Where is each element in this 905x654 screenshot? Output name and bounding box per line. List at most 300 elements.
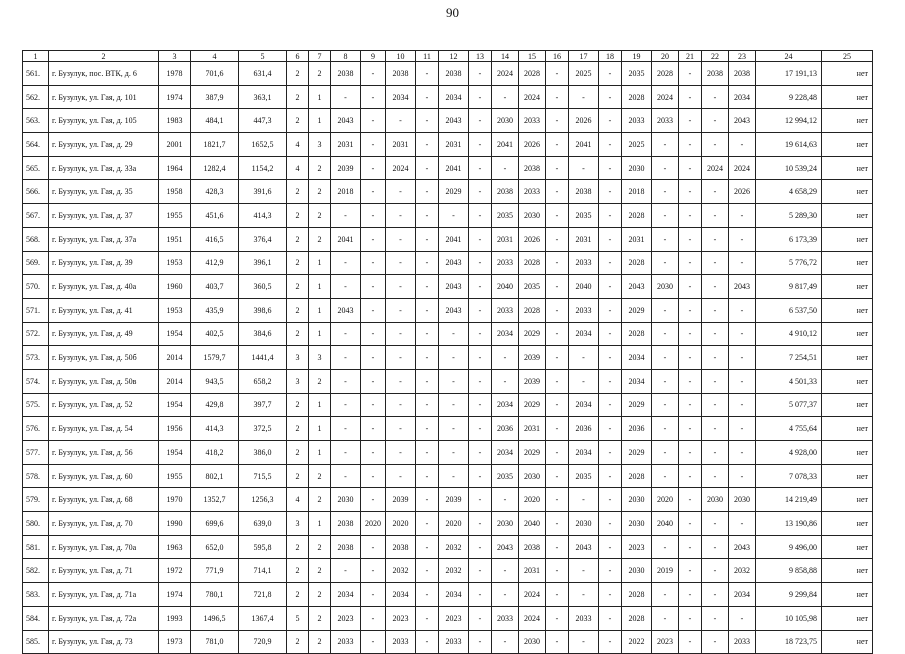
cell-col-2: г. Бузулук, ул. Гая, д. 39 — [49, 251, 159, 275]
cell-col-25: нет — [822, 369, 873, 393]
cell-col-9: - — [361, 559, 386, 583]
cell-col-2: г. Бузулук, ул. Гая, д. 73 — [49, 630, 159, 654]
cell-col-20: 2028 — [652, 62, 679, 86]
cell-col-10: 2034 — [386, 85, 416, 109]
cell-col-23: 2043 — [729, 275, 756, 299]
cell-col-24: 10 105,98 — [756, 606, 822, 630]
cell-col-18: - — [599, 369, 622, 393]
cell-col-11: - — [416, 559, 439, 583]
cell-col-10: 2020 — [386, 512, 416, 536]
cell-col-11: - — [416, 275, 439, 299]
cell-col-5: 360,5 — [239, 275, 287, 299]
cell-col-13: - — [469, 62, 492, 86]
cell-col-1: 564. — [23, 133, 49, 157]
cell-col-9: - — [361, 488, 386, 512]
cell-col-19: 2028 — [622, 606, 652, 630]
cell-col-10: 2024 — [386, 156, 416, 180]
cell-col-7: 2 — [309, 227, 331, 251]
cell-col-9: - — [361, 606, 386, 630]
cell-col-20: - — [652, 441, 679, 465]
cell-col-15: 2028 — [519, 298, 546, 322]
cell-col-17: 2038 — [569, 180, 599, 204]
cell-col-8: - — [331, 393, 361, 417]
cell-col-25: нет — [822, 227, 873, 251]
cell-col-12: 2041 — [439, 227, 469, 251]
cell-col-18: - — [599, 583, 622, 607]
cell-col-17: 2035 — [569, 464, 599, 488]
cell-col-3: 1953 — [159, 251, 191, 275]
cell-col-18: - — [599, 204, 622, 228]
cell-col-14: - — [492, 488, 519, 512]
cell-col-11: - — [416, 535, 439, 559]
table-row — [23, 559, 873, 583]
cell-col-12: 2032 — [439, 535, 469, 559]
cell-col-8: - — [331, 417, 361, 441]
housing-register-table — [22, 50, 873, 654]
column-header-8: 8 — [331, 51, 361, 62]
cell-col-25: нет — [822, 606, 873, 630]
cell-col-15: 2033 — [519, 109, 546, 133]
cell-col-8: 2023 — [331, 606, 361, 630]
cell-col-5: 398,6 — [239, 298, 287, 322]
cell-col-25: нет — [822, 630, 873, 654]
cell-col-12: 2031 — [439, 133, 469, 157]
cell-col-14: - — [492, 156, 519, 180]
cell-col-21: - — [679, 583, 702, 607]
cell-col-6: 2 — [287, 417, 309, 441]
cell-col-8: - — [331, 559, 361, 583]
cell-col-15: 2033 — [519, 180, 546, 204]
cell-col-24: 4 755,64 — [756, 417, 822, 441]
cell-col-20: - — [652, 204, 679, 228]
cell-col-3: 1954 — [159, 441, 191, 465]
cell-col-3: 2014 — [159, 369, 191, 393]
cell-col-24: 4 658,29 — [756, 180, 822, 204]
cell-col-8: 2018 — [331, 180, 361, 204]
cell-col-4: 802,1 — [191, 464, 239, 488]
cell-col-21: - — [679, 630, 702, 654]
cell-col-24: 6 173,39 — [756, 227, 822, 251]
cell-col-12: - — [439, 204, 469, 228]
cell-col-18: - — [599, 322, 622, 346]
cell-col-5: 1154,2 — [239, 156, 287, 180]
cell-col-11: - — [416, 512, 439, 536]
cell-col-1: 579. — [23, 488, 49, 512]
cell-col-13: - — [469, 512, 492, 536]
cell-col-20: - — [652, 227, 679, 251]
cell-col-4: 402,5 — [191, 322, 239, 346]
cell-col-24: 10 539,24 — [756, 156, 822, 180]
cell-col-11: - — [416, 369, 439, 393]
cell-col-21: - — [679, 180, 702, 204]
cell-col-9: - — [361, 298, 386, 322]
cell-col-25: нет — [822, 204, 873, 228]
cell-col-3: 1963 — [159, 535, 191, 559]
cell-col-2: г. Бузулук, ул. Гая, д. 33а — [49, 156, 159, 180]
cell-col-5: 1441,4 — [239, 346, 287, 370]
cell-col-14: 2034 — [492, 322, 519, 346]
cell-col-10: - — [386, 464, 416, 488]
cell-col-15: 2028 — [519, 62, 546, 86]
cell-col-2: г. Бузулук, ул. Гая, д. 101 — [49, 85, 159, 109]
cell-col-1: 585. — [23, 630, 49, 654]
cell-col-10: 2038 — [386, 62, 416, 86]
cell-col-6: 2 — [287, 62, 309, 86]
cell-col-4: 429,8 — [191, 393, 239, 417]
cell-col-2: г. Бузулук, ул. Гая, д. 40а — [49, 275, 159, 299]
column-header-23: 23 — [729, 51, 756, 62]
column-number-header — [23, 51, 873, 62]
cell-col-1: 582. — [23, 559, 49, 583]
cell-col-13: - — [469, 441, 492, 465]
cell-col-18: - — [599, 606, 622, 630]
cell-col-10: - — [386, 298, 416, 322]
cell-col-2: г. Бузулук, ул. Гая, д. 70 — [49, 512, 159, 536]
cell-col-23: - — [729, 251, 756, 275]
cell-col-11: - — [416, 630, 439, 654]
cell-col-4: 484,1 — [191, 109, 239, 133]
cell-col-19: 2025 — [622, 133, 652, 157]
cell-col-15: 2024 — [519, 606, 546, 630]
cell-col-11: - — [416, 606, 439, 630]
cell-col-15: 2031 — [519, 417, 546, 441]
cell-col-24: 5 289,30 — [756, 204, 822, 228]
cell-col-13: - — [469, 156, 492, 180]
cell-col-13: - — [469, 393, 492, 417]
cell-col-17: 2033 — [569, 251, 599, 275]
table-row — [23, 227, 873, 251]
cell-col-16: - — [546, 393, 569, 417]
cell-col-3: 1955 — [159, 464, 191, 488]
cell-col-20: 2033 — [652, 109, 679, 133]
cell-col-2: г. Бузулук, ул. Гая, д. 54 — [49, 417, 159, 441]
cell-col-17: 2043 — [569, 535, 599, 559]
cell-col-16: - — [546, 227, 569, 251]
cell-col-14: 2041 — [492, 133, 519, 157]
cell-col-2: г. Бузулук, ул. Гая, д. 41 — [49, 298, 159, 322]
cell-col-2: г. Бузулук, ул. Гая, д. 37 — [49, 204, 159, 228]
cell-col-17: - — [569, 346, 599, 370]
cell-col-17: - — [569, 156, 599, 180]
cell-col-15: 2030 — [519, 204, 546, 228]
cell-col-7: 1 — [309, 322, 331, 346]
cell-col-9: - — [361, 464, 386, 488]
cell-col-8: 2038 — [331, 62, 361, 86]
cell-col-24: 19 614,63 — [756, 133, 822, 157]
cell-col-13: - — [469, 251, 492, 275]
cell-col-8: 2034 — [331, 583, 361, 607]
cell-col-23: - — [729, 441, 756, 465]
cell-col-16: - — [546, 251, 569, 275]
cell-col-7: 2 — [309, 204, 331, 228]
cell-col-4: 428,3 — [191, 180, 239, 204]
cell-col-13: - — [469, 630, 492, 654]
cell-col-19: 2043 — [622, 275, 652, 299]
cell-col-16: - — [546, 535, 569, 559]
cell-col-11: - — [416, 85, 439, 109]
cell-col-17: 2040 — [569, 275, 599, 299]
cell-col-25: нет — [822, 464, 873, 488]
column-header-3: 3 — [159, 51, 191, 62]
cell-col-9: - — [361, 417, 386, 441]
cell-col-13: - — [469, 488, 492, 512]
column-header-2: 2 — [49, 51, 159, 62]
cell-col-12: - — [439, 393, 469, 417]
cell-col-16: - — [546, 346, 569, 370]
cell-col-25: нет — [822, 298, 873, 322]
cell-col-25: нет — [822, 441, 873, 465]
cell-col-3: 1993 — [159, 606, 191, 630]
column-header-22: 22 — [702, 51, 729, 62]
cell-col-16: - — [546, 322, 569, 346]
cell-col-14: - — [492, 630, 519, 654]
cell-col-16: - — [546, 204, 569, 228]
cell-col-3: 1970 — [159, 488, 191, 512]
cell-col-5: 386,0 — [239, 441, 287, 465]
cell-col-24: 5 776,72 — [756, 251, 822, 275]
cell-col-21: - — [679, 85, 702, 109]
cell-col-23: - — [729, 393, 756, 417]
cell-col-22: - — [702, 417, 729, 441]
cell-col-18: - — [599, 346, 622, 370]
cell-col-12: - — [439, 464, 469, 488]
cell-col-20: - — [652, 322, 679, 346]
cell-col-6: 3 — [287, 346, 309, 370]
cell-col-5: 658,2 — [239, 369, 287, 393]
cell-col-22: - — [702, 298, 729, 322]
cell-col-7: 1 — [309, 109, 331, 133]
cell-col-19: 2033 — [622, 109, 652, 133]
column-header-12: 12 — [439, 51, 469, 62]
cell-col-25: нет — [822, 133, 873, 157]
cell-col-19: 2034 — [622, 346, 652, 370]
column-header-20: 20 — [652, 51, 679, 62]
cell-col-19: 2023 — [622, 535, 652, 559]
cell-col-13: - — [469, 606, 492, 630]
cell-col-14: 2033 — [492, 298, 519, 322]
cell-col-21: - — [679, 298, 702, 322]
cell-col-24: 9 228,48 — [756, 85, 822, 109]
cell-col-4: 1821,7 — [191, 133, 239, 157]
cell-col-2: г. Бузулук, ул. Гая, д. 60 — [49, 464, 159, 488]
cell-col-21: - — [679, 109, 702, 133]
cell-col-9: - — [361, 133, 386, 157]
cell-col-8: - — [331, 251, 361, 275]
cell-col-2: г. Бузулук, ул. Гая, д. 50в — [49, 369, 159, 393]
cell-col-5: 391,6 — [239, 180, 287, 204]
cell-col-16: - — [546, 464, 569, 488]
column-header-25: 25 — [822, 51, 873, 62]
cell-col-22: - — [702, 85, 729, 109]
cell-col-21: - — [679, 227, 702, 251]
cell-col-16: - — [546, 559, 569, 583]
cell-col-17: - — [569, 488, 599, 512]
cell-col-11: - — [416, 227, 439, 251]
table-row — [23, 488, 873, 512]
cell-col-25: нет — [822, 62, 873, 86]
cell-col-11: - — [416, 62, 439, 86]
cell-col-1: 563. — [23, 109, 49, 133]
cell-col-9: - — [361, 180, 386, 204]
cell-col-8: 2039 — [331, 156, 361, 180]
cell-col-11: - — [416, 417, 439, 441]
cell-col-12: 2020 — [439, 512, 469, 536]
cell-col-16: - — [546, 441, 569, 465]
cell-col-13: - — [469, 180, 492, 204]
cell-col-6: 4 — [287, 133, 309, 157]
cell-col-17: 2041 — [569, 133, 599, 157]
cell-col-10: 2031 — [386, 133, 416, 157]
cell-col-20: - — [652, 251, 679, 275]
cell-col-9: - — [361, 346, 386, 370]
cell-col-14: - — [492, 583, 519, 607]
cell-col-4: 701,6 — [191, 62, 239, 86]
cell-col-3: 1953 — [159, 298, 191, 322]
cell-col-13: - — [469, 109, 492, 133]
cell-col-5: 714,1 — [239, 559, 287, 583]
cell-col-4: 435,9 — [191, 298, 239, 322]
cell-col-11: - — [416, 322, 439, 346]
cell-col-23: 2030 — [729, 488, 756, 512]
cell-col-19: 2029 — [622, 441, 652, 465]
cell-col-19: 2035 — [622, 62, 652, 86]
cell-col-7: 1 — [309, 298, 331, 322]
cell-col-24: 4 501,33 — [756, 369, 822, 393]
cell-col-2: г. Бузулук, ул. Гая, д. 105 — [49, 109, 159, 133]
cell-col-4: 416,5 — [191, 227, 239, 251]
cell-col-6: 2 — [287, 535, 309, 559]
cell-col-6: 2 — [287, 251, 309, 275]
cell-col-19: 2030 — [622, 488, 652, 512]
cell-col-15: 2030 — [519, 464, 546, 488]
column-header-15: 15 — [519, 51, 546, 62]
cell-col-1: 565. — [23, 156, 49, 180]
cell-col-21: - — [679, 369, 702, 393]
cell-col-20: - — [652, 369, 679, 393]
cell-col-8: 2038 — [331, 535, 361, 559]
cell-col-6: 2 — [287, 441, 309, 465]
cell-col-10: 2023 — [386, 606, 416, 630]
cell-col-22: - — [702, 441, 729, 465]
cell-col-9: - — [361, 275, 386, 299]
cell-col-6: 4 — [287, 488, 309, 512]
cell-col-4: 414,3 — [191, 417, 239, 441]
cell-col-6: 2 — [287, 464, 309, 488]
cell-col-13: - — [469, 346, 492, 370]
cell-col-16: - — [546, 298, 569, 322]
cell-col-6: 2 — [287, 109, 309, 133]
cell-col-3: 1983 — [159, 109, 191, 133]
cell-col-24: 7 254,51 — [756, 346, 822, 370]
cell-col-12: - — [439, 417, 469, 441]
cell-col-13: - — [469, 464, 492, 488]
cell-col-12: 2041 — [439, 156, 469, 180]
table-row — [23, 180, 873, 204]
column-header-19: 19 — [622, 51, 652, 62]
table-row — [23, 512, 873, 536]
cell-col-16: - — [546, 85, 569, 109]
cell-col-5: 397,7 — [239, 393, 287, 417]
cell-col-4: 451,6 — [191, 204, 239, 228]
cell-col-11: - — [416, 180, 439, 204]
table-row — [23, 441, 873, 465]
column-header-21: 21 — [679, 51, 702, 62]
cell-col-25: нет — [822, 488, 873, 512]
cell-col-1: 573. — [23, 346, 49, 370]
cell-col-8: - — [331, 346, 361, 370]
cell-col-25: нет — [822, 251, 873, 275]
cell-col-12: 2034 — [439, 583, 469, 607]
cell-col-6: 3 — [287, 369, 309, 393]
cell-col-17: 2030 — [569, 512, 599, 536]
cell-col-20: 2024 — [652, 85, 679, 109]
cell-col-8: - — [331, 275, 361, 299]
cell-col-7: 2 — [309, 535, 331, 559]
cell-col-15: 2030 — [519, 630, 546, 654]
cell-col-15: 2035 — [519, 275, 546, 299]
cell-col-3: 1972 — [159, 559, 191, 583]
cell-col-6: 2 — [287, 227, 309, 251]
cell-col-21: - — [679, 322, 702, 346]
cell-col-19: 2028 — [622, 251, 652, 275]
cell-col-6: 2 — [287, 559, 309, 583]
cell-col-6: 2 — [287, 322, 309, 346]
column-header-4: 4 — [191, 51, 239, 62]
cell-col-12: 2043 — [439, 251, 469, 275]
cell-col-18: - — [599, 393, 622, 417]
cell-col-14: 2031 — [492, 227, 519, 251]
cell-col-14: 2030 — [492, 109, 519, 133]
cell-col-7: 1 — [309, 393, 331, 417]
cell-col-15: 2024 — [519, 85, 546, 109]
cell-col-16: - — [546, 369, 569, 393]
cell-col-4: 418,2 — [191, 441, 239, 465]
cell-col-13: - — [469, 275, 492, 299]
cell-col-17: 2034 — [569, 393, 599, 417]
cell-col-15: 2038 — [519, 156, 546, 180]
cell-col-16: - — [546, 275, 569, 299]
cell-col-17: - — [569, 630, 599, 654]
cell-col-18: - — [599, 512, 622, 536]
cell-col-22: - — [702, 630, 729, 654]
cell-col-18: - — [599, 133, 622, 157]
cell-col-18: - — [599, 251, 622, 275]
table-row — [23, 133, 873, 157]
table-row — [23, 156, 873, 180]
cell-col-10: - — [386, 227, 416, 251]
cell-col-20: - — [652, 180, 679, 204]
cell-col-11: - — [416, 464, 439, 488]
cell-col-15: 2039 — [519, 369, 546, 393]
cell-col-17: 2036 — [569, 417, 599, 441]
cell-col-4: 1496,5 — [191, 606, 239, 630]
column-header-14: 14 — [492, 51, 519, 62]
cell-col-10: - — [386, 417, 416, 441]
cell-col-10: 2032 — [386, 559, 416, 583]
cell-col-9: - — [361, 227, 386, 251]
cell-col-3: 2014 — [159, 346, 191, 370]
table-row — [23, 204, 873, 228]
cell-col-18: - — [599, 535, 622, 559]
cell-col-24: 6 537,50 — [756, 298, 822, 322]
cell-col-21: - — [679, 393, 702, 417]
cell-col-21: - — [679, 488, 702, 512]
cell-col-22: 2038 — [702, 62, 729, 86]
cell-col-7: 1 — [309, 251, 331, 275]
cell-col-12: 2043 — [439, 109, 469, 133]
cell-col-13: - — [469, 298, 492, 322]
cell-col-13: - — [469, 227, 492, 251]
